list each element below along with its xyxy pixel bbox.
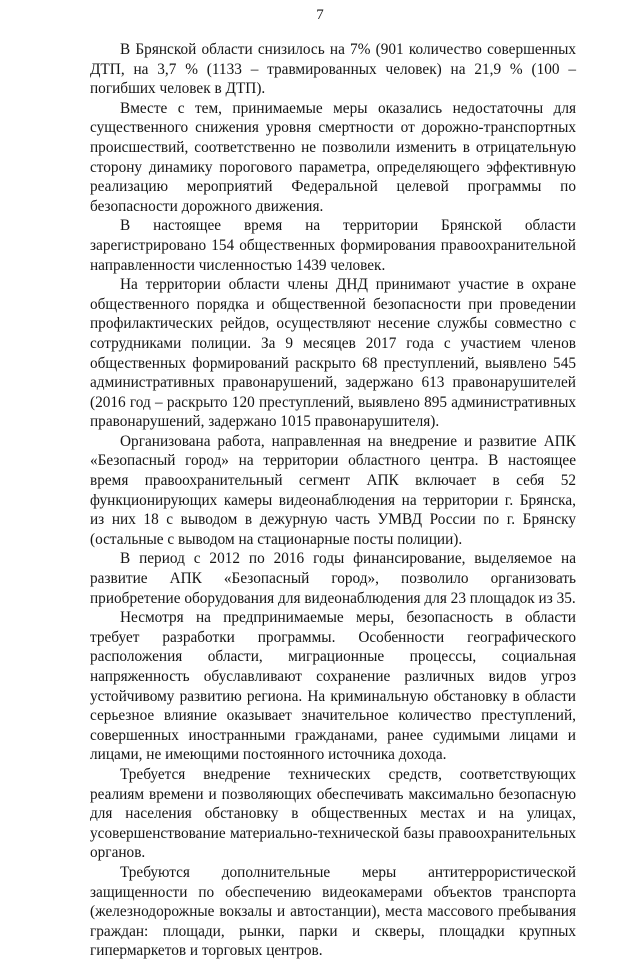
paragraph-safe-city: Организована работа, направленная на внедрение и развитие АПК «Безопасный город» на территории областного центра. В настоящее время правоохранительный сегмент АПК включает в себя 52 функционирующих камеры видеонаблюдения на территории г. Брянска, из них 18 с выводом в дежурную часть УМВД России по г. Брянску (остальные с выводом на стационарные посты полиции). xyxy=(90,432,576,548)
paragraph-financing: В период с 2012 по 2016 годы финансирование, выделяемое на развитие АПК «Безопасный город», позволило организовать приобретение оборудования для видеонаблюдения для 23 площадок из 35. xyxy=(90,550,576,607)
paragraph-measures-insufficient: Вместе с тем, принимаемые меры оказались недостаточны для существенного снижения уровня смертности от дорожно-транспортных происшествий, соответственно не позволили изменить в отрицательную сторону динамику порогового параметра, определяющего эффективную реализацию мероприятий Федеральной целевой программы по безопасности дорожного движения. xyxy=(90,99,576,215)
page-number: 7 xyxy=(316,7,324,23)
paragraph-program-needed: Несмотря на предпринимаемые меры, безопасность в области требует разработки программы. Особенности географического расположения области, миграционные процессы, социальная напряженность обуславливают сохранение различных видов угроз устойчивому развитию региона. На криминальную обстановку в области серьезное влияние оказывает значительное количество преступлений, совершенных иностранными гражданами, ранее судимыми лицами и лицами, не имеющими постоянного источника дохода. xyxy=(90,609,576,764)
paragraph-public-formations: В настоящее время на территории Брянской области зарегистрировано 154 общественных формирования правоохранительной направленности численностью 1439 человек. xyxy=(90,217,576,274)
paragraph-antiterror: Требуются дополнительные меры антитеррористической защищенности по обеспечению видеокамерами объектов транспорта (железнодорожные вокзалы и автостанции), места массового пребывания граждан: площади, рынки, парки и скверы, площадки крупных гипермаркетов и торговых центров. xyxy=(90,863,576,960)
paragraph-road-accidents: В Брянской области снизилось на 7% (901 количество совершенных ДТП, на 3,7 % (1133 – травмированных человек) на 21,9 % (100 – погибших человек в ДТП). xyxy=(90,41,576,98)
paragraph-dnd-members: На территории области члены ДНД принимают участие в охране общественного порядка и общественной безопасности при проведении профилактических рейдов, осуществляют несение службы совместно с сотрудниками полиции. За 9 месяцев 2017 года с участием членов общественных формирований раскрыто 68 преступлений, выявлено 545 административных правонарушений, задержано 613 правонарушителей (2016 год – раскрыто 120 преступлений, выявлено 895 административных правонарушений, задержано 1015 правонарушителя). xyxy=(90,276,576,431)
body-text xyxy=(90,40,576,961)
paragraph-technical-means: Требуется внедрение технических средств, соответствующих реалиям времени и позволяющих обеспечивать максимально безопасную для населения обстановку в общественных местах и на улицах, усовершенствование материально-технической базы правоохранительных органов. xyxy=(90,765,576,862)
